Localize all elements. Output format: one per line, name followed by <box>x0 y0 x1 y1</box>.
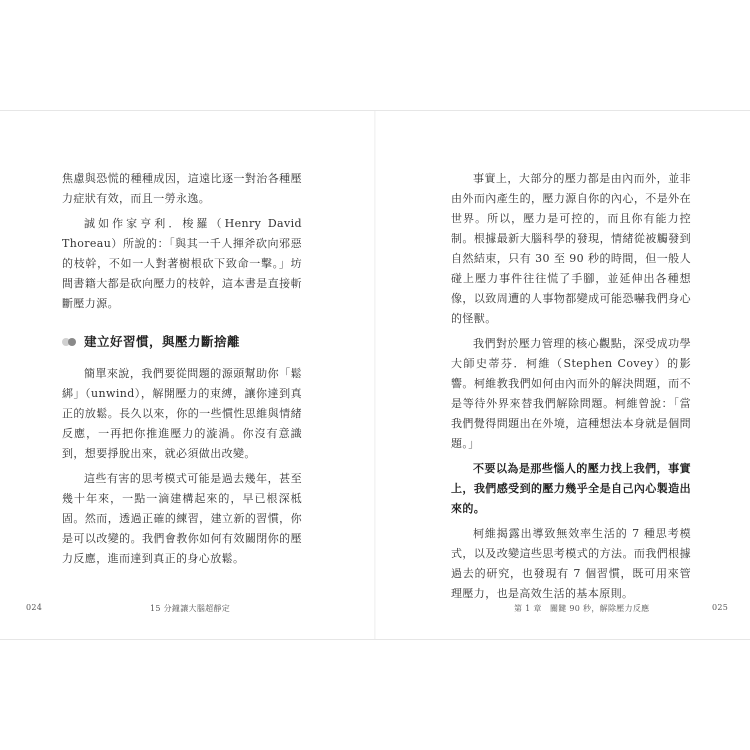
paragraph: 焦慮與恐慌的種種成因，這遠比逐一對治各種壓力症狀有效，而且一勞永逸。 <box>62 172 302 205</box>
page-number: 024 <box>26 603 43 612</box>
section-heading <box>62 332 302 352</box>
paragraph: 柯維揭露出導致無效率生活的 7 種思考模式，以及改變這些思考模式的方法。而我們根據過去的研究，也發現有 7 個習慣，既可用來管理壓力，也是高效生活的基本原則。 <box>451 527 691 600</box>
book-spread <box>0 110 750 640</box>
paragraph: 這些有害的思考模式可能是過去幾年，甚至幾十年來，一點一滴建構起來的，早已根深柢固。然而，透過正確的練習，建立新的習慣，你是可以改變的。我們會教你如何有效關閉你的壓力反應，進而達到真正的身心放鬆。 <box>62 472 302 565</box>
paragraph: 誠如作家亨利．梭羅（Henry David Thoreau）所說的：「與其一千人揮斧砍向邪惡的枝幹，不如一人對著樹根砍下致命一擊。」坊間書籍大都是砍向壓力的枝幹，這本書是直接斬斷壓力源。 <box>62 217 302 310</box>
running-title: 第 1 章 關鍵 90 秒，解除壓力反應 <box>514 604 650 613</box>
right-page-body <box>451 169 691 609</box>
right-page <box>376 111 750 639</box>
section-heading-text: 建立好習慣，與壓力斷捨離 <box>84 334 241 349</box>
heading-bullet-icon <box>62 338 76 346</box>
page-number: 025 <box>712 603 729 612</box>
left-page <box>0 111 374 639</box>
paragraph: 簡單來說，我們要從問題的源頭幫助你「鬆綁」（unwind），解開壓力的束縛，讓你達到真正的放鬆。長久以來，你的一些慣性思維與情緒反應，一再把你推進壓力的漩渦。你沒有意識到，想要掙脫出來，就必須做出改變。 <box>62 367 302 460</box>
bold-paragraph: 不要以為是那些惱人的壓力找上我們，事實上，我們感受到的壓力幾乎全是自己內心製造出來的。 <box>451 462 691 515</box>
paragraph: 事實上，大部分的壓力都是由內而外，並非由外而內產生的，壓力源自你的內心，不是外在世界。所以，壓力是可控的，而且你有能力控制。根據最新大腦科學的發現，情緒從被觸發到自然結束，只有 30 至 90 秒的時間，但一般人碰上壓力事件往往慌了手腳，並延伸出各種想像，以致周遭的人事物都變成可能恐嚇我們身心的怪獸。 <box>451 172 691 325</box>
paragraph: 我們對於壓力管理的核心觀點，深受成功學大師史蒂芬．柯維（Stephen Covey）的影響。柯維教我們如何由內而外的解決問題，而不是等待外界來替我們解除問題。柯維曾說：「當我們覺得問題出在外境，這種想法本身就是個問題。」 <box>451 337 691 450</box>
bullet-dot-dark <box>68 338 76 346</box>
running-title: 15 分鐘讓大腦超靜定 <box>150 604 231 613</box>
left-page-body <box>62 169 302 574</box>
